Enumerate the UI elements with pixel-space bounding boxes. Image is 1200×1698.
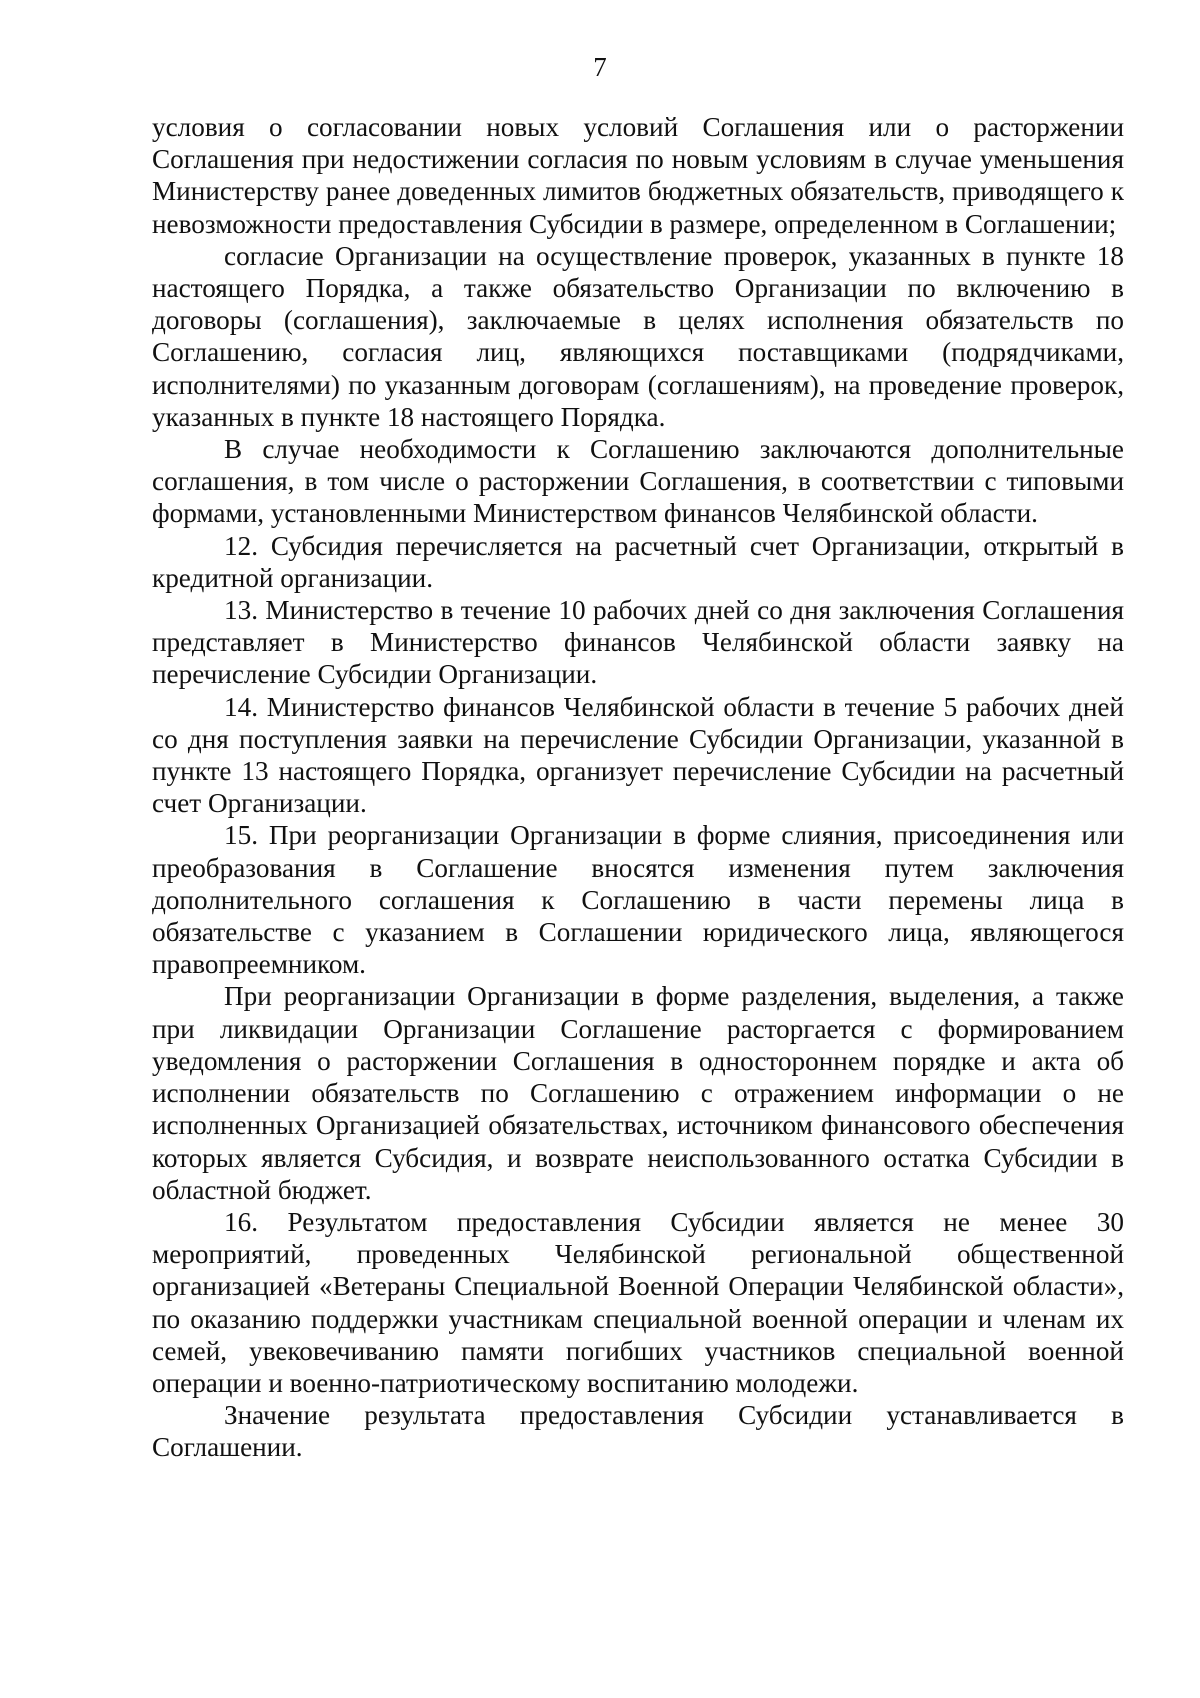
paragraph-item-15: 15. При реорганизации Организации в форме слияния, присоединения или преобразования в Соглашение вносятся изменения путем заключения дополнительного соглашения к Соглашению в части перемены лица в обязательстве с указанием в Соглашении юридического лица, являющегося правопреемником. <box>152 820 1124 980</box>
paragraph-result-value: Значение результата предоставления Субсидии устанавливается в Соглашении. <box>152 1400 1124 1463</box>
paragraph-item-13: 13. Министерство в течение 10 рабочих дней со дня заключения Соглашения представляет в Министерство финансов Челябинской области заявку на перечисление Субсидии Организации. <box>152 595 1124 690</box>
paragraph-agreement-conditions-continued: условия о согласовании новых условий Соглашения или о расторжении Соглашения при недостижении согласия по новым условиям в случае уменьшения Министерству ранее доведенных лимитов бюджетных обязательств, приводящего к невозможности предоставления Субсидии в размере, определенном в Соглашении; <box>152 112 1124 239</box>
paragraph-item-16: 16. Результатом предоставления Субсидии является не менее 30 мероприятий, проведенных Челябинской региональной общественной организацией «Ветераны Специальной Военной Операции Челябинской области», по оказанию поддержки участникам специальной военной операции и членам их семей, увековечиванию памяти погибших участников специальной военной операции и военно-патриотическому воспитанию молодежи. <box>152 1206 1124 1398</box>
document-body <box>152 111 1124 1464</box>
page-number: 7 <box>593 52 607 82</box>
paragraph-item-14: 14. Министерство финансов Челябинской области в течение 5 рабочих дней со дня поступления заявки на перечисление Субсидии Организации, указанной в пункте 13 настоящего Порядка, организует перечисление Субсидии на расчетный счет Организации. <box>152 691 1124 819</box>
paragraph-item-12: 12. Субсидия перечисляется на расчетный счет Организации, открытый в кредитной организации. <box>152 530 1124 593</box>
paragraph-inspection-consent: согласие Организации на осуществление проверок, указанных в пункте 18 настоящего Порядка, а также обязательство Организации по включению в договоры (соглашения), заключаемые в целях исполнения обязательств по Соглашению, согласия лиц, являющихся поставщиками (подрядчиками, исполнителями) по указанным договорам (соглашениям), на проведение проверок, указанных в пункте 18 настоящего Порядка. <box>152 240 1124 432</box>
paragraph-additional-agreements: В случае необходимости к Соглашению заключаются дополнительные соглашения, в том числе о расторжении Соглашения, в соответствии с типовыми формами, установленными Министерством финансов Челябинской области. <box>152 434 1124 529</box>
paragraph-reorganization-termination: При реорганизации Организации в форме разделения, выделения, а также при ликвидации Организации Соглашение расторгается с формированием уведомления о расторжении Соглашения в одностороннем порядке и акта об исполнении обязательств по Соглашению с отражением информации о не исполненных Организацией обязательствах, источником финансового обеспечения которых является Субсидия, и возврате неиспользованного остатка Субсидии в областной бюджет. <box>152 981 1124 1205</box>
